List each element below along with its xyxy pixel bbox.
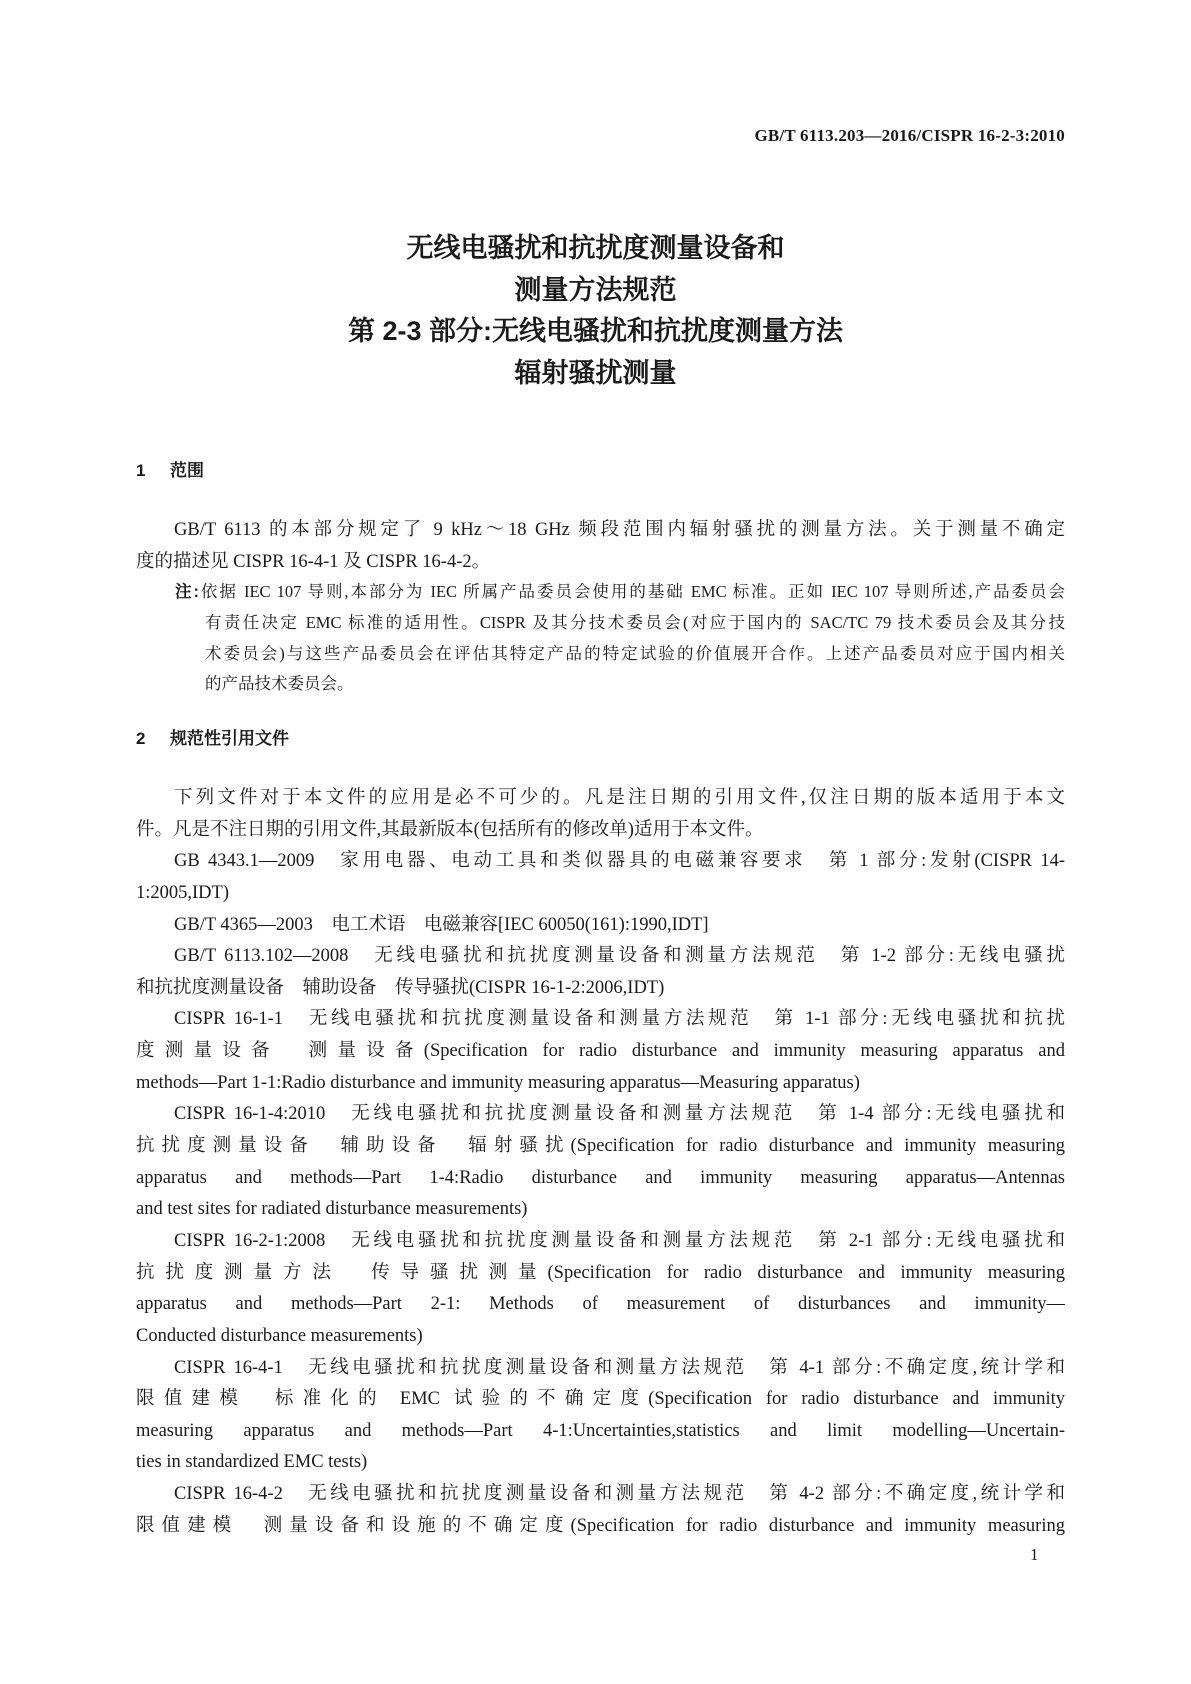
scope-paragraph (136, 515, 1065, 578)
text-line: CISPR 16-1-4:2010 无线电骚扰和抗扰度测量设备和测量方法规范 第 1-4 部分:无线电骚扰和 (174, 1104, 1065, 1125)
section-title: 规范性引用文件 (170, 729, 289, 748)
text-line: 下列文件对于本文件的应用是必不可少的。凡是注日期的引用文件,仅注日期的版本适用于本文 (174, 788, 1065, 808)
document-title (0, 228, 1191, 394)
title-line: 测量方法规范 (514, 274, 677, 305)
title-line: 辐射骚扰测量 (514, 357, 677, 388)
text-line: 限值建模 标准化的 EMC 试验的不确定度(Specification for radio disturbance and immunity (136, 1389, 1065, 1410)
text-line: GB 4343.1—2009 家用电器、电动工具和类似器具的电磁兼容要求 第 1 部分:发射(CISPR 14- (174, 851, 1065, 872)
text-line: 限值建模 测量设备和设施的不确定度(Specification for radio disturbance and immunity measuring (136, 1515, 1065, 1536)
title-line: 第 2-3 部分:无线电骚扰和抗扰度测量方法 (347, 316, 844, 346)
text-line: 术委员会)与这些产品委员会在评估其特定产品的特定试验的价值展开合作。上述产品委员对应于国内相关 (205, 643, 1065, 663)
scope-note (175, 577, 1065, 700)
text-line: 和抗扰度测量设备 辅助设备 传导骚扰(CISPR 16-1-2:2006,IDT) (136, 977, 665, 998)
intro-paragraph (136, 783, 1065, 846)
text-line: and test sites for radiated disturbance measurements) (136, 1199, 528, 1220)
text-line: 度的描述见 CISPR 16-4-1 及 CISPR 16-4-2。 (136, 551, 491, 572)
reference-item (136, 1099, 1065, 1226)
text-line: 度测量设备 测量设备(Specification for radio disturbance and immunity measuring apparatus and (136, 1041, 1065, 1062)
text-line: CISPR 16-4-1 无线电骚扰和抗扰度测量设备和测量方法规范 第 4-1 部分:不确定度,统计学和 (174, 1357, 1065, 1378)
standard-number-header: GB/T 6113.203—2016/CISPR 16-2-3:2010 (754, 126, 1065, 145)
text-line: apparatus and methods—Part 2-1: Methods of measurement of disturbances and immunity— (136, 1294, 1065, 1315)
reference-item (136, 941, 1065, 1004)
text-line: 抗扰度测量方法 传导骚扰测量(Specification for radio disturbance and immunity measuring (136, 1262, 1065, 1283)
reference-item (136, 1479, 1065, 1542)
section-number: 1 (136, 461, 146, 480)
text-line: 件。凡是不注日期的引用文件,其最新版本(包括所有的修改单)适用于本文件。 (136, 819, 764, 840)
text-line: apparatus and methods—Part 1-4:Radio disturbance and immunity measuring apparatus—Antennas (136, 1167, 1065, 1188)
reference-item (136, 1226, 1065, 1353)
text-line: GB/T 4365—2003 电工术语 电磁兼容[IEC 60050(161):1990,IDT] (174, 914, 709, 935)
text-line: 1:2005,IDT) (136, 882, 229, 903)
text-line: measuring apparatus and methods—Part 4-1:Uncertainties,statistics and limit modelling—Uncertain- (136, 1420, 1065, 1441)
text-line: GB/T 6113.102—2008 无线电骚扰和抗扰度测量设备和测量方法规范 第 1-2 部分:无线电骚扰 (174, 946, 1065, 967)
reference-item (136, 910, 1065, 942)
section-title: 范围 (170, 461, 204, 480)
normative-references (136, 783, 1065, 1542)
reference-item (136, 1004, 1065, 1099)
reference-item (136, 846, 1065, 909)
page-number: 1 (1030, 1545, 1039, 1564)
text-line: Conducted disturbance measurements) (136, 1325, 423, 1346)
title-line: 无线电骚扰和抗扰度测量设备和 (406, 233, 785, 263)
note-label: 注: (175, 583, 199, 601)
text-line: 有责任决定 EMC 标准的适用性。CISPR 及其分技术委员会(对应于国内的 SAC/TC 79 技术委员会及其分技 (205, 612, 1065, 632)
section-1-heading (136, 456, 204, 481)
text-line: ties in standardized EMC tests) (136, 1452, 368, 1473)
text-line: CISPR 16-4-2 无线电骚扰和抗扰度测量设备和测量方法规范 第 4-2 部分:不确定度,统计学和 (174, 1484, 1065, 1505)
text-line: 的产品技术委员会。 (205, 674, 354, 694)
text-line: CISPR 16-2-1:2008 无线电骚扰和抗扰度测量设备和测量方法规范 第 2-1 部分:无线电骚扰和 (174, 1230, 1065, 1251)
reference-item (136, 1353, 1065, 1480)
section-2-heading (136, 724, 289, 749)
text-line: 抗扰度测量设备 辅助设备 辐射骚扰(Specification for radio disturbance and immunity measuring (136, 1136, 1065, 1157)
text-line: methods—Part 1-1:Radio disturbance and immunity measuring apparatus—Measuring apparatus) (136, 1072, 860, 1093)
section-number: 2 (136, 729, 146, 748)
text-line: GB/T 6113 的本部分规定了 9 kHz～18 GHz 频段范围内辐射骚扰的测量方法。关于测量不确定 (174, 520, 1065, 540)
text-line: 依据 IEC 107 导则,本部分为 IEC 所属产品委员会使用的基础 EMC 标准。正如 IEC 107 导则所述,产品委员会 (198, 582, 1065, 601)
text-line: CISPR 16-1-1 无线电骚扰和抗扰度测量设备和测量方法规范 第 1-1 部分:无线电骚扰和抗扰 (174, 1009, 1065, 1030)
